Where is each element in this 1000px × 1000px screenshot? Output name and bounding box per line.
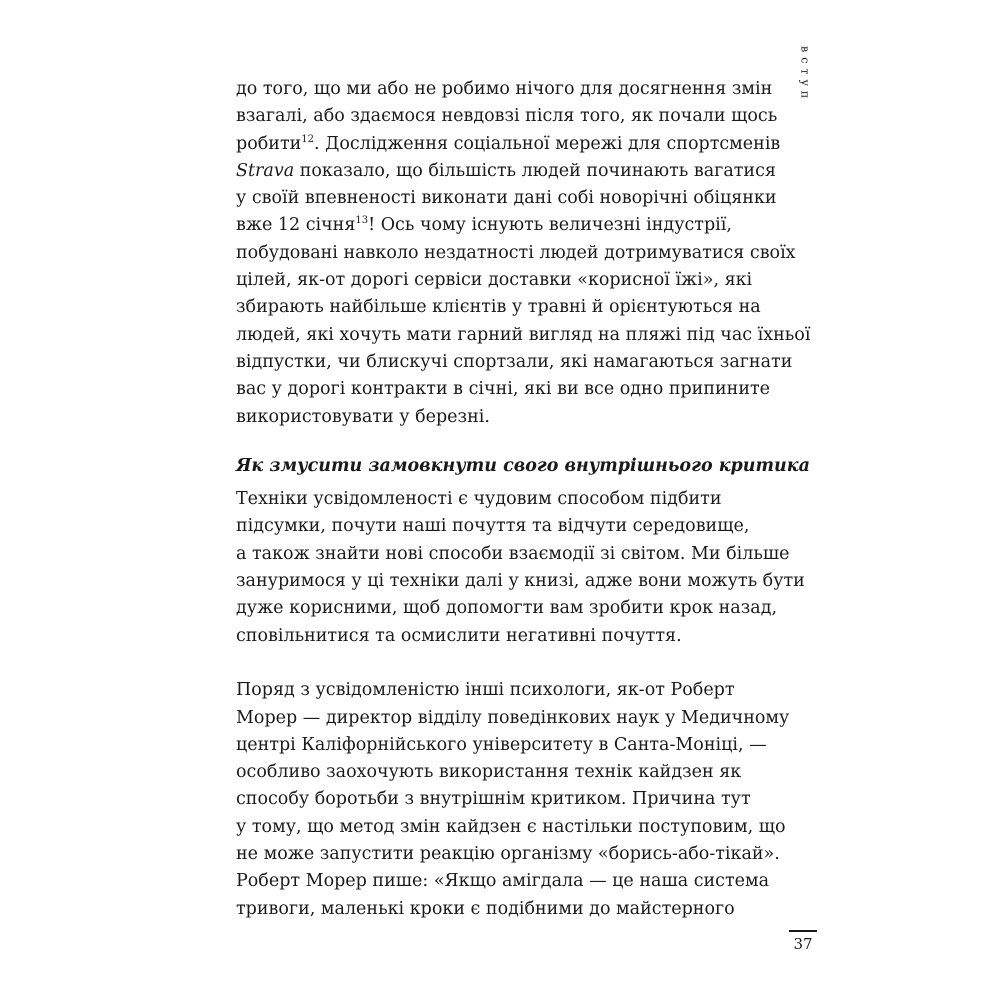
text-line: цілей, як-от дорогі сервіси доставки «корисної їжі», які — [236, 270, 753, 291]
text-line: тривоги, маленькі кроки є подібними до майстерного — [236, 898, 735, 919]
text-line: центрі Каліфорнійського університету в Санта-Моніці, — — [236, 734, 767, 755]
body-text — [236, 76, 811, 923]
text-line: а також знайти нові способи взаємодії зі світом. Ми більше — [236, 543, 790, 564]
text-line: способу боротьби з внутрішнім критиком. Причина тут — [236, 789, 751, 810]
text-line: до того, що ми або не робимо нічого для досягнення змін — [236, 79, 773, 99]
text-line: робити$^{12}$. Дослідження соціальної мережі для спортсменів — [236, 133, 781, 154]
text-line: Поряд з усвідомленістю інші психологи, як-от Роберт — [236, 680, 735, 701]
paragraph-3 — [236, 677, 790, 923]
text-line: зануримося у ці техніки далі у книзі, адже вони можуть бути — [236, 571, 805, 592]
text-line: не може запустити реакцію організму «борись-або-тікай». — [236, 844, 780, 865]
text-line: відпустки, чи блискучі спортзали, які намагаються загнати — [236, 351, 793, 372]
text-line: взагалі, або здаємося невдовзі після того, як почали щось — [236, 106, 778, 127]
text-line: сповільнитися та осмислити негативні почуття. — [236, 625, 682, 646]
running-head-text: вступ — [798, 46, 812, 104]
running-head — [792, 46, 818, 106]
page-number: 37 — [793, 935, 813, 953]
text-line: Техніки усвідомленості є чудовим способом підбити — [236, 489, 722, 510]
section-heading: Як змусити замовкнути свого внутрішнього критика — [236, 455, 810, 476]
text-line: підсумки, почути наші почуття та відчути середовище, — [236, 516, 750, 537]
text-line: використовувати у березні. — [236, 406, 490, 427]
text-line: вже 12 січня$^{13}$! Ось чому існують величезні індустрії, — [236, 215, 732, 236]
paragraph-1 — [236, 76, 811, 431]
text-line: вас у дорогі контракти в січні, які ви все одно припините — [236, 379, 771, 400]
text-line: Роберт Морер пише: «Якщо амігдала — це наша система — [236, 871, 770, 892]
footnote-ref: 13 — [355, 215, 369, 227]
text-line: побудовані навколо нездатності людей дотримуватися своїх — [236, 242, 796, 263]
text-line: у тому, що метод змін кайдзен є настільки поступовим, що — [236, 816, 786, 837]
text-line: у своїй впевненості виконати дані собі новорічні обіцянки — [236, 188, 777, 209]
page-number-rule — [789, 930, 817, 932]
paragraph-2 — [236, 486, 805, 650]
text-line: Strava показало, що більшість людей починають вагатися — [236, 160, 776, 181]
text-line: збирають найбільше клієнтів у травні й орієнтуються на — [236, 297, 761, 318]
text-line: людей, які хочуть мати гарний вигляд на пляжі під час їхньої — [236, 324, 811, 345]
text-line: Морер — директор відділу поведінкових наук у Медичному — [236, 707, 790, 728]
italic-term: Strava — [236, 160, 295, 181]
text-line: особливо заохочують використання технік кайдзен як — [236, 762, 742, 783]
paragraph-gap — [236, 650, 781, 677]
footnote-ref: 12 — [301, 133, 315, 145]
text-line: дуже корисними, щоб допомогти вам зробити крок назад, — [236, 598, 778, 619]
